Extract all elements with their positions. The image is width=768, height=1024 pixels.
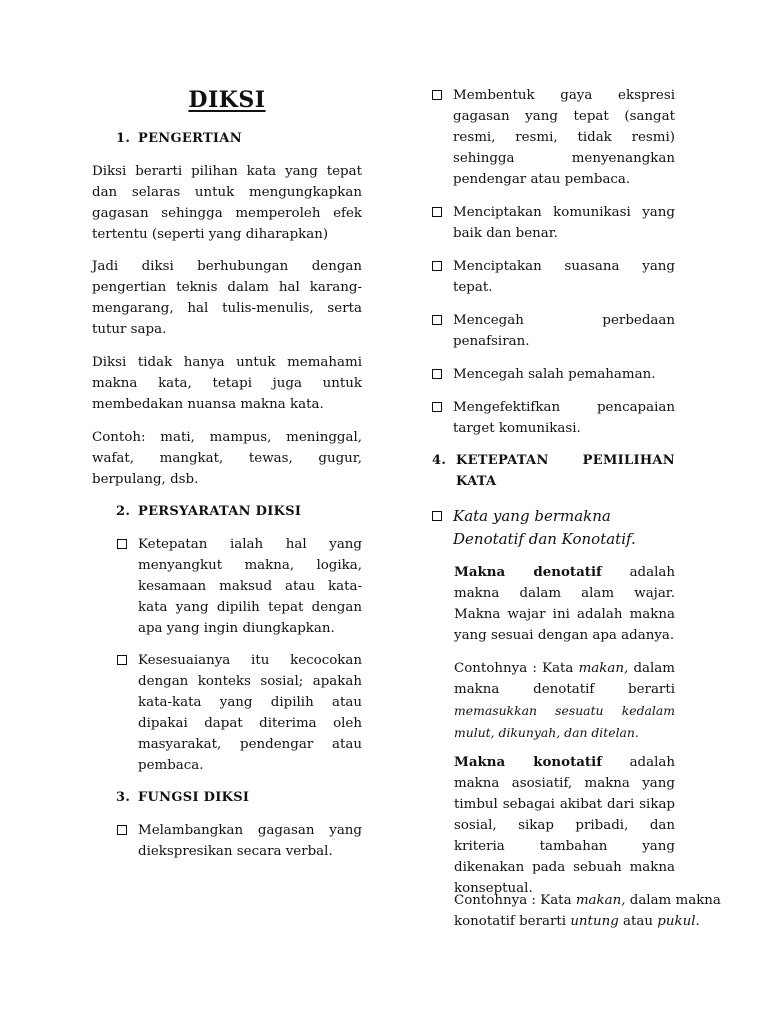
list-item — [432, 256, 675, 298]
list-item-text: Kesesuaianya itu kecocokan dengan konteks sosial; apakah kata-kata yang dipilih atau dipakai dapat diterima oleh masyarakat, pendengar atau pembaca. — [138, 653, 362, 773]
paragraph-example: Contoh: mati, mampus, meninggal, wafat, mangkat, tewas, gugur, berpulang, dsb. — [92, 430, 362, 487]
checkbox-bullet-icon — [117, 655, 127, 665]
page-title — [92, 87, 362, 113]
section-title: PENGERTIAN — [138, 131, 242, 146]
section-title: PERSYARATAN DIKSI — [138, 504, 302, 519]
section-2-heading — [116, 501, 362, 522]
paragraph-definition: Diksi berarti pilihan kata yang tepat dan selaras untuk mengungkapkan gagasan sehingga memperoleh efek tertentu (seperti yang diharapkan) — [92, 164, 362, 242]
section-number: 1. — [116, 131, 131, 146]
section-3-heading — [116, 787, 362, 808]
konotatif-example: Contohnya : Kata makan, dalam makna konotatif berarti untung atau pukul. — [454, 893, 721, 929]
list-item-text: Mengefektifkan pencapaian target komunikasi. — [453, 400, 675, 436]
section-number: 2. — [116, 504, 131, 519]
checkbox-bullet-icon — [432, 511, 442, 521]
list-item — [432, 310, 675, 352]
paragraph-purpose: Diksi tidak hanya untuk memahami makna kata, tetapi juga untuk membedakan nuansa makna kata. — [92, 355, 362, 412]
section-number: 3. — [116, 790, 131, 805]
term-konotatif: Makna konotatif — [454, 754, 602, 770]
sub-item-denotatif-konotatif — [432, 505, 675, 551]
term-denotatif: Makna denotatif — [454, 564, 602, 580]
checkbox-bullet-icon — [432, 402, 442, 412]
list-item-text: Melambangkan gagasan yang diekspresikan secara verbal. — [138, 823, 362, 859]
denotatif-example: Contohnya : Kata makan, dalam makna denotatif berarti memasukkan sesuatu kedalam mulut, dikunyah, dan ditelan. — [454, 661, 675, 740]
checkbox-bullet-icon — [432, 315, 442, 325]
checkbox-bullet-icon — [117, 825, 127, 835]
list-item — [432, 85, 675, 190]
checkbox-bullet-icon — [432, 207, 442, 217]
konotatif-definition: Makna konotatif adalah makna asosiatif, makna yang timbul sebagai akibat dari sikap sosial, sikap pribadi, dan kriteria tambahan yang dikenakan pada sebuah makna konseptual. — [454, 754, 675, 896]
list-item-text: Ketepatan ialah hal yang menyangkut makna, logika, kesamaan maksud atau kata-kata yang dipilih tepat dengan apa yang ingin diungkapkan. — [138, 537, 362, 636]
section-title: FUNGSI DIKSI — [138, 790, 250, 805]
section-1-heading — [116, 128, 362, 149]
list-item-text: Menciptakan komunikasi yang baik dan benar. — [453, 205, 675, 241]
list-item-text: Mencegah salah pemahaman. — [453, 367, 656, 382]
section-4-heading — [432, 450, 675, 492]
denotatif-definition: Makna denotatif adalah makna dalam alam wajar. Makna wajar ini adalah makna yang sesuai dengan apa adanya. — [454, 564, 676, 643]
list-item — [432, 202, 675, 244]
list-item — [117, 650, 362, 776]
title-text: DIKSI — [188, 87, 266, 113]
checkbox-bullet-icon — [432, 261, 442, 271]
list-item-text: Menciptakan suasana yang tepat. — [453, 259, 675, 295]
section-title: KETEPATAN PEMILIHAN KATA — [456, 453, 675, 489]
list-item — [432, 397, 675, 439]
checkbox-bullet-icon — [117, 539, 127, 549]
list-item — [432, 364, 675, 385]
paragraph-relation: Jadi diksi berhubungan dengan pengertian teknis dalam hal karang-mengarang, hal tulis-menulis, serta tutur sapa. — [92, 259, 362, 337]
checkbox-bullet-icon — [432, 90, 442, 100]
list-item — [117, 534, 362, 639]
list-item — [117, 820, 362, 862]
list-item-text: Membentuk gaya ekspresi gagasan yang tepat (sangat resmi, resmi, tidak resmi) sehingga menyenangkan pendengar atau pembaca. — [453, 88, 675, 187]
checkbox-bullet-icon — [432, 369, 442, 379]
sub-item-text: Kata yang bermakna Denotatif dan Konotatif. — [453, 507, 636, 548]
list-item-text: Mencegah perbedaan penafsiran. — [453, 313, 675, 349]
section-number: 4. — [432, 453, 447, 468]
